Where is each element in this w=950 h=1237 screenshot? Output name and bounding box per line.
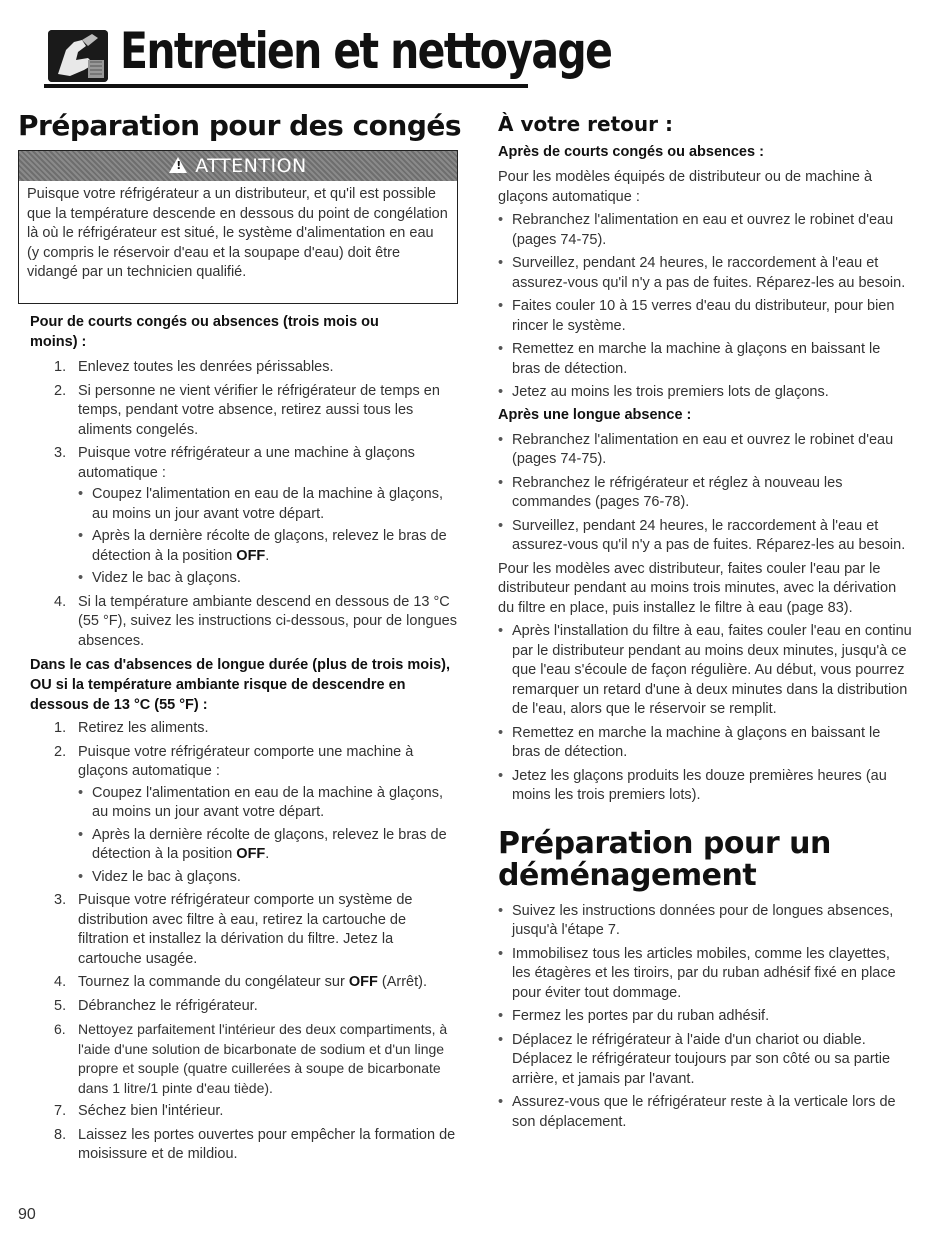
list-item: 1. Enlevez toutes les denrées périssables. — [54, 359, 334, 375]
list-item: • Déplacez le réfrigérateur à l'aide d'un chariot ou diable. Déplacez le réfrigérateur toujours par son côté ou sa partie arrière, et jamais par l'avant. — [498, 1031, 912, 1090]
list-item: 6. Nettoyez parfaitement l'intérieur des deux compartiments, à l'aide d'une solution de bicarbonate de sodium et d'un linge propre et souple (quatre cuillerées à soupe de bicarbonate dans 1 litre/1 pinte d'eau tiède). — [54, 1021, 448, 1096]
list-item: 5. Débranchez le réfrigérateur. — [54, 997, 258, 1014]
list-item: • Rebranchez l'alimentation en eau et ouvrez le robinet d'eau (pages 74-75). — [498, 431, 912, 470]
list-item: 7. Séchez bien l'intérieur. — [54, 1103, 224, 1119]
moving-list — [498, 902, 912, 1133]
return-long-list — [498, 431, 912, 556]
list-item: • Rebranchez le réfrigérateur et réglez à nouveau les commandes (pages 76-78). — [498, 474, 912, 513]
attention-text: Puisque votre réfrigérateur a un distributeur, et qu'il est possible que la température descende en dessous du point de congélation là où le réfrigérateur est situé, le système d'alimentation en eau (y compris le réservoir d'eau et la soupape d'eau) doit être vidangé par un technicien qualifié. — [27, 186, 448, 280]
list-item: • Après la dernière récolte de glaçons, relevez le bras de détection à la position OFF. — [78, 527, 458, 566]
list-item: • Faites couler 10 à 15 verres d'eau du distributeur, pour bien rincer le système. — [498, 297, 912, 336]
attention-header — [19, 151, 457, 181]
list-item: • Coupez l'alimentation en eau de la machine à glaçons, au moins un jour avant votre départ. — [78, 485, 458, 524]
after-filter-list — [498, 622, 912, 806]
list-item: • Assurez-vous que le réfrigérateur reste à la verticale lors de son déplacement. — [498, 1093, 912, 1132]
list-item: • Remettez en marche la machine à glaçons en baissant le bras de détection. — [498, 340, 912, 379]
list-item: • Immobilisez tous les articles mobiles, comme les clayettes, les étagères et les tiroirs, par du ruban adhésif fixé en place pour éviter tout dommage. — [498, 945, 912, 1004]
list-item: 4. Si la température ambiante descend en dessous de 13 °C (55 °F), suivez les instructions ci-dessous, pour de longues absences. — [54, 593, 457, 649]
return-short-heading: Après de courts congés ou absences : — [498, 144, 764, 160]
list-item: • Jetez les glaçons produits les douze premières heures (au moins les trois premiers lots). — [498, 767, 912, 806]
list-item: 2. Si personne ne vient vérifier le réfrigérateur de temps en temps, pendant votre absence, retirez aussi tous les aliments congelés. — [54, 382, 440, 438]
list-item: 1. Retirez les aliments. — [54, 720, 209, 736]
attention-label: ATTENTION — [195, 155, 307, 177]
long-absence-heading: Dans le cas d'absences de longue durée (plus de trois mois), OU si la température ambiante risque de descendre en dessous de 13 °C (55 °F) : — [30, 657, 451, 713]
return-short-list — [498, 211, 912, 403]
list-item: 2. Puisque votre réfrigérateur comporte une machine à glaçons automatique : • Coupez l'alimentation en eau de la machine à glaçons, au moins un jour avant votre départ. • Après la dernière récolte de glaçons, relevez le bras de détection à la position OFF. • Videz le bac à glaçons. — [34, 743, 458, 888]
attention-box — [18, 150, 458, 304]
list-item: 3. Puisque votre réfrigérateur comporte un système de distribution avec filtre à eau, retirez la cartouche de filtration et installez la dérivation du filtre. Jetez la cartouche usagée. — [54, 892, 413, 967]
list-item: • Fermez les portes par du ruban adhésif. — [498, 1007, 912, 1027]
list-item: • Rebranchez l'alimentation en eau et ouvrez le robinet d'eau (pages 74-75). — [498, 211, 912, 250]
return-long-heading: Après une longue absence : — [498, 406, 692, 423]
list-item: • Videz le bac à glaçons. — [78, 569, 458, 589]
list-item: • Surveillez, pendant 24 heures, le raccordement à l'eau et assurez-vous qu'il n'y a pas de fuites. Réparez-les au besoin. — [498, 254, 912, 293]
list-item: • Coupez l'alimentation en eau de la machine à glaçons, au moins un jour avant votre départ. — [78, 784, 458, 823]
cleaning-hand-icon — [48, 30, 108, 82]
section-title-moving: Préparation pour un déménagement — [498, 825, 831, 893]
header-rule — [44, 84, 528, 88]
list-item: • Jetez au moins les trois premiers lots de glaçons. — [498, 383, 912, 403]
list-item: • Remettez en marche la machine à glaçons en baissant le bras de détection. — [498, 724, 912, 763]
page-header — [44, 18, 612, 88]
list-item: 8. Laissez les portes ouvertes pour empêcher la formation de moisissure et de mildiou. — [54, 1126, 456, 1162]
right-column — [498, 112, 912, 1136]
left-column — [30, 312, 458, 1169]
list-item: • Après la dernière récolte de glaçons, relevez le bras de détection à la position OFF. — [78, 826, 458, 865]
list-item: 4. Tournez la commande du congélateur sur OFF (Arrêt). — [54, 974, 427, 990]
warning-triangle-icon — [169, 157, 187, 173]
list-item: • Suivez les instructions données pour de longues absences, jusqu'à l'étape 7. — [498, 902, 912, 941]
return-title: À votre retour : — [498, 112, 673, 136]
section-title-vacation: Préparation pour des congés — [18, 109, 462, 142]
list-item: • Surveillez, pendant 24 heures, le raccordement à l'eau et assurez-vous qu'il n'y a pas de fuites. Réparez-les au besoin. — [498, 517, 912, 556]
short-absence-heading: Pour de courts congés ou absences (trois mois ou moins) : — [30, 314, 379, 350]
page-number: 90 — [18, 1206, 36, 1223]
return-short-intro: Pour les modèles équipés de distributeur ou de machine à glaçons automatique : — [498, 169, 873, 205]
long-absence-steps — [34, 719, 458, 1165]
page-title: Entretien et nettoyage — [120, 22, 612, 80]
list-item: • Videz le bac à glaçons. — [78, 868, 458, 888]
short-absence-steps — [34, 358, 458, 651]
filter-paragraph: Pour les modèles avec distributeur, faites couler l'eau par le distributeur pendant au moins trois minutes, avec la dérivation du filtre en place, puis installez le filtre à eau (page 83). — [498, 560, 897, 616]
list-item: • Après l'installation du filtre à eau, faites couler l'eau en continu par le distributeur pendant au moins deux minutes, jusqu'à ce que l'eau s'écoule de façon régulière. Au début, vous pourrez remarquer un retard d'une à deux minutes dans la distribution de l'eau, alors que le réservoir se remplit. — [498, 622, 912, 720]
list-item: 3. Puisque votre réfrigérateur a une machine à glaçons automatique : • Coupez l'alimentation en eau de la machine à glaçons, au moins un jour avant votre départ. • Après la dernière récolte de glaçons, relevez le bras de détection à la position OFF. • Videz le bac à glaçons. — [34, 444, 458, 589]
